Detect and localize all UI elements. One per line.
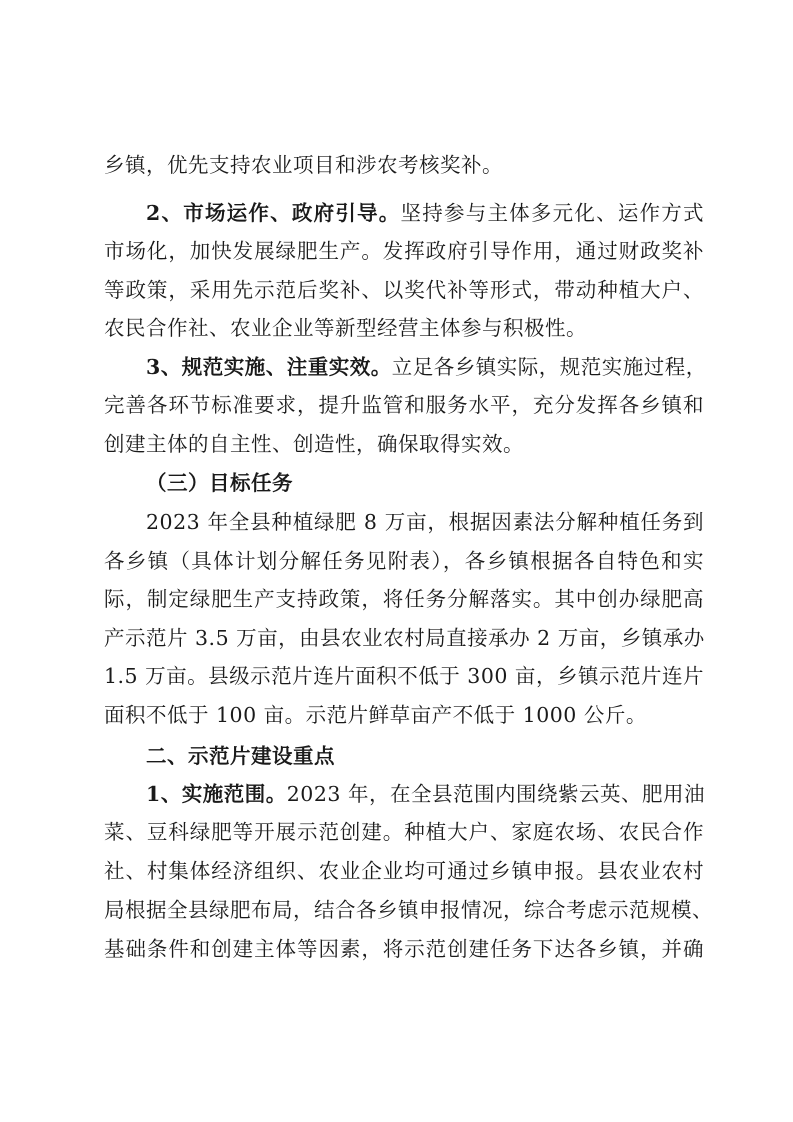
text-line: 际，制定绿肥生产支持政策，将任务分解落实。其中创办绿肥高 — [104, 587, 704, 611]
text-line: 创建主体的自主性、创造性，确保取得实效。 — [104, 432, 524, 456]
text-line: 2、市场运作、政府引导。坚持参与主体多元化、运作方式 — [146, 201, 705, 225]
text-line: 3、规范实施、注重实效。立足各乡镇实际，规范实施过程， — [146, 355, 707, 379]
text-line: 完善各环节标准要求，提升监管和服务水平，充分发挥各乡镇和 — [104, 393, 704, 417]
text-line: 菜、豆科绿肥等开展示范创建。种植大户、家庭农场、农民合作 — [104, 820, 704, 844]
section-lead: 3、规范实施、注重实效。 — [146, 355, 392, 379]
text-line: 等政策，采用先示范后奖补、以奖代补等形式，带动种植大户、 — [104, 278, 704, 302]
section-heading: （三）目标任务 — [146, 471, 293, 495]
section-lead: 2、市场运作、政府引导。 — [146, 201, 401, 225]
section-lead: 1、实施范围。 — [146, 782, 287, 806]
section-heading: 二、示范片建设重点 — [146, 744, 335, 768]
text-line: 产示范片 3.5 万亩，由县农业农村局直接承办 2 万亩，乡镇承办 — [104, 626, 705, 650]
text-line: 1.5 万亩。县级示范片连片面积不低于 300 亩，乡镇示范片连片 — [104, 664, 704, 688]
text-line: 面积不低于 100 亩。示范片鲜草亩产不低于 1000 公斤。 — [104, 703, 647, 727]
text-line: 基础条件和创建主体等因素，将示范创建任务下达各乡镇，并确 — [104, 937, 704, 961]
text-line: 市场化，加快发展绿肥生产。发挥政府引导作用，通过财政奖补 — [104, 239, 704, 263]
text-line: 1、实施范围。2023 年，在全县范围内围绕紫云英、肥用油 — [146, 782, 705, 806]
text-line: 农民合作社、农业企业等新型经营主体参与积极性。 — [104, 316, 587, 340]
text-line: 局根据全县绿肥布局，结合各乡镇申报情况，综合考虑示范规模、 — [104, 898, 713, 922]
text-line: 各乡镇（具体计划分解任务见附表），各乡镇根据各自特色和实 — [104, 549, 704, 573]
text-line: 社、村集体经济组织、农业企业均可通过乡镇申报。县农业农村 — [104, 859, 704, 883]
text-line: 乡镇，优先支持农业项目和涉农考核奖补。 — [104, 153, 503, 177]
text-line: 2023 年全县种植绿肥 8 万亩，根据因素法分解种植任务到 — [146, 510, 704, 534]
